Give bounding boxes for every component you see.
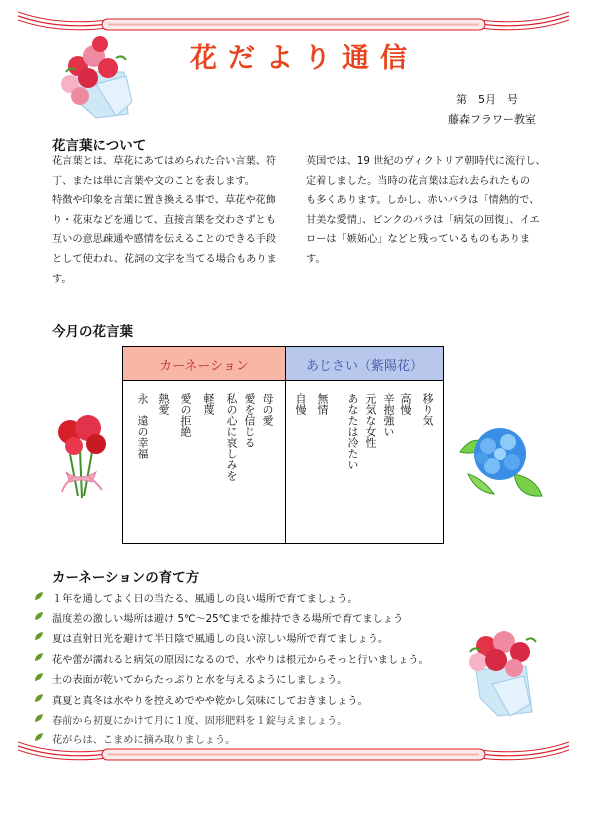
carnation-bouquet-icon: [462, 626, 542, 718]
title-char: だ: [228, 43, 266, 74]
care-item: [52, 590, 358, 605]
carnation-header: [123, 347, 286, 381]
hydrangea-word: あなたは冷たい: [346, 393, 359, 470]
carnation-word: 私の心に哀しみを: [225, 393, 238, 481]
care-item-text: 真夏と真冬は水やりを控えめでやや乾かし気味にしておきましょう。: [52, 696, 368, 707]
carnation-word: 熱愛: [157, 393, 170, 415]
title-char: 信: [380, 43, 418, 74]
title-char: 花: [190, 43, 228, 74]
care-item: [52, 712, 347, 727]
issue-number: 第 5月 号: [456, 93, 518, 106]
care-item: [52, 610, 403, 625]
school-name: 藤森フラワー教室: [448, 113, 536, 126]
hydrangea-label: あじさい（紫陽花）: [305, 359, 423, 374]
carnation-bouquet-icon: [56, 32, 136, 120]
hydrangea-word: 自慢: [294, 393, 307, 415]
title-char: り: [304, 43, 342, 74]
care-item: [52, 692, 368, 707]
hydrangea-icon: [454, 418, 546, 504]
care-item: [52, 651, 429, 666]
intro-line: す。: [52, 273, 72, 285]
intro-line: として使われ、花詞の文字を当てる場合もありま: [52, 253, 277, 265]
intro-line: 花言葉とは、草花にあてはめられた合い言葉、符: [52, 156, 277, 167]
care-heading: カーネーションの育て方: [52, 570, 200, 586]
intro-heading: 花言葉について: [52, 138, 147, 154]
leaf-bullet-icon: [34, 693, 44, 703]
leaf-bullet-icon: [34, 672, 44, 682]
hydrangea-word: 移り気: [421, 393, 434, 426]
table-divider: [285, 380, 286, 543]
care-item: [52, 671, 347, 686]
monthly-heading: 今月の花言葉: [52, 324, 133, 340]
hydrangea-word: 元気な女性: [364, 393, 377, 448]
carnation-word: 愛の拒絶: [179, 393, 192, 437]
bottom-banner: [18, 738, 569, 778]
hydrangea-word: 辛抱強い: [382, 393, 395, 437]
intro-left-column: [52, 152, 297, 289]
leaf-bullet-icon: [34, 611, 44, 621]
flower-words-table: [122, 346, 444, 544]
carnation-word: 軽蔑: [202, 393, 215, 415]
carnation-label: カーネーション: [159, 359, 249, 374]
intro-line: 互いの意思疎通や感情を伝えることのできる手段: [52, 234, 277, 246]
carnation-word: 永 遠の幸福: [136, 393, 149, 459]
leaf-bullet-icon: [34, 713, 44, 723]
care-item-text: 夏は直射日光を避けて半日陰で風通しの良い涼しい場所で育てましょう。: [52, 634, 389, 645]
intro-line: 定着しました。当時の花言葉は忘れ去られたもの: [306, 175, 531, 187]
intro-line: 特徴や印象を言葉に置き換える事で、草花や花飾: [52, 195, 276, 207]
leaf-bullet-icon: [34, 652, 44, 662]
care-item-text: 土の表面が乾いてからたっぷりと水を与えるようにしましょう。: [52, 675, 348, 686]
leaf-bullet-icon: [34, 631, 44, 641]
carnation-word: 母の愛: [261, 393, 274, 426]
newsletter-title: [190, 36, 418, 75]
intro-line: 丁、または単に言葉や文のことを表します。: [52, 175, 255, 187]
intro-line: り・花束などを通じて、直接言葉を交わさずとも: [52, 214, 276, 226]
leaf-bullet-icon: [34, 591, 44, 601]
care-item-text: 花や蕾が濡れると病気の原因になるので、水やりは根元からそっと行いましょう。: [52, 655, 429, 666]
care-item-text: 花がらは、こまめに摘み取りましょう。: [52, 735, 236, 746]
carnation-icon: [52, 410, 112, 502]
hydrangea-word: 高慢: [399, 393, 412, 415]
hydrangea-word: 無情: [316, 393, 329, 415]
title-char: よ: [266, 43, 304, 74]
intro-line: 甘美な愛情」、ピンクのバラは「病気の回復」、イエ: [306, 214, 540, 226]
title-char: 通: [342, 43, 380, 74]
care-item-text: 温度差の激しい場所は避け 5℃～25℃までを維持できる場所で育てましょう: [52, 614, 404, 625]
care-item-text: 春前から初夏にかけて月に１度、固形肥料を１錠与えましょう。: [52, 716, 348, 727]
intro-line: ローは「嫉妬心」などと残っているものもありま: [306, 234, 531, 246]
care-item-text: １年を通してよく日の当たる、風通しの良い場所で育てましょう。: [52, 594, 358, 605]
intro-right-column: [306, 152, 556, 270]
hydrangea-header: [286, 347, 443, 381]
intro-line: も多くあります。しかし、赤いバラは「情熱的で、: [306, 195, 540, 207]
intro-line: す。: [306, 253, 326, 265]
carnation-word: 愛を信じる: [243, 393, 256, 448]
care-item: [52, 630, 388, 645]
intro-line: 英国では、19 世紀のヴィクトリア朝時代に流行し、: [306, 156, 546, 167]
